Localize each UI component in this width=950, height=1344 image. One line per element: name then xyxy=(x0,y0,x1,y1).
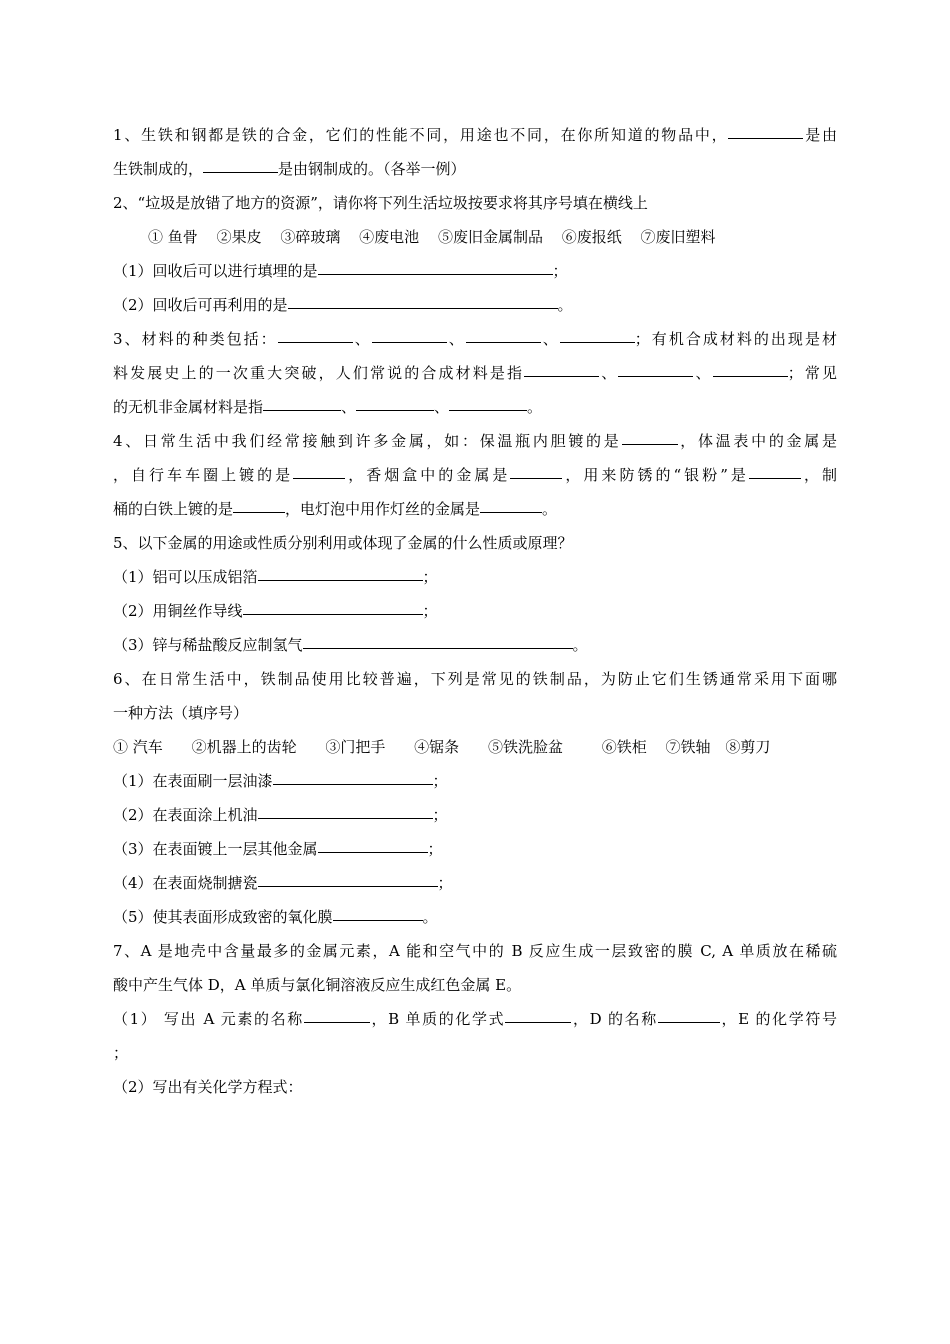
q2-option: ⑤废旧金属制品 xyxy=(437,228,543,246)
q6-part-4 xyxy=(113,866,837,900)
q5-stem: 5、以下金属的用途或性质分别利用或体现了金属的什么性质或原理？ xyxy=(113,534,573,552)
q2-option: ⑦废旧塑料 xyxy=(640,228,716,246)
q6-part-3-end: ； xyxy=(427,840,443,858)
separator: 、 xyxy=(540,330,560,348)
q6-line-2: 一种方法（填序号） xyxy=(113,704,249,722)
q6-part-1-label: （1）在表面刷一层油漆 xyxy=(113,772,273,790)
q6-part-2-end: ； xyxy=(432,806,448,824)
q4-text-c: ，自行车车圈上镀的是 xyxy=(113,466,294,484)
q1-line-1 xyxy=(113,118,837,152)
q6-part-5 xyxy=(113,900,837,934)
q5-part-3-end: 。 xyxy=(572,636,588,654)
q5-part-1-end: ； xyxy=(422,568,438,586)
q2-part-1-label: （1）回收后可以进行填埋的是 xyxy=(113,262,318,280)
q1-blank-1[interactable] xyxy=(728,137,803,139)
q5-part-3 xyxy=(113,628,837,662)
separator: 、 xyxy=(599,364,619,382)
q7-blank-1[interactable] xyxy=(304,1021,370,1023)
q3-text-b: ；有机合成材料的出现是材 xyxy=(634,330,837,348)
q3-blank-3[interactable] xyxy=(466,341,541,343)
q4-blank-4[interactable] xyxy=(749,477,801,479)
q6-part-1 xyxy=(113,764,837,798)
q1-line-2 xyxy=(113,152,837,186)
q4-text-h: ，电灯泡中用作灯丝的金属是 xyxy=(285,500,481,518)
q4-blank-2[interactable] xyxy=(293,477,345,479)
q2-part-1-end: ； xyxy=(552,262,568,280)
q2-option: ① 鱼骨 xyxy=(148,228,198,246)
q6-option: ②机器上的齿轮 xyxy=(191,738,297,756)
q7-part-2: （2）写出有关化学方程式： xyxy=(113,1078,303,1096)
q7-part-1 xyxy=(113,1002,837,1036)
q2-option: ④废电池 xyxy=(359,228,420,246)
q1-text-c: 生铁制成的， xyxy=(113,160,204,178)
q4-text-b: ，体温表中的金属是 xyxy=(677,432,837,450)
q5-blank-3[interactable] xyxy=(303,647,573,649)
q2-blank-1[interactable] xyxy=(318,273,553,275)
q4-text-d: ，香烟盒中的金属是 xyxy=(345,466,511,484)
q4-blank-3[interactable] xyxy=(510,477,562,479)
q3-line-1 xyxy=(113,322,837,356)
q2-part-1 xyxy=(113,254,837,288)
q6-part-1-end: ； xyxy=(432,772,448,790)
q4-line-3 xyxy=(113,492,837,526)
separator: 、 xyxy=(341,398,357,416)
q6-blank-1[interactable] xyxy=(273,783,433,785)
q7-line-1: 7、A 是地壳中含量最多的金属元素，A 能和空气中的 B 反应生成一层致密的膜 C, A 单质放在稀硫 xyxy=(113,942,837,960)
q5-part-3-label: （3）锌与稀盐酸反应制氢气 xyxy=(113,636,303,654)
q5-part-2-end: ； xyxy=(422,602,438,620)
q7-blank-3[interactable] xyxy=(658,1021,720,1023)
q6-part-4-end: ； xyxy=(437,874,453,892)
q4-blank-5[interactable] xyxy=(233,511,285,513)
q6-part-3 xyxy=(113,832,837,866)
q5-part-1-label: （1）铝可以压成铝箔 xyxy=(113,568,258,586)
q5-part-1 xyxy=(113,560,837,594)
separator: 、 xyxy=(434,398,450,416)
q6-line-1: 6、在日常生活中，铁制品使用比较普遍，下列是常见的铁制品，为防止它们生锈通常采用下面哪 xyxy=(113,670,837,688)
q2-options xyxy=(113,220,837,254)
q1-text-a: 1、生铁和钢都是铁的合金，它们的性能不同，用途也不同，在你所知道的物品中， xyxy=(113,126,729,144)
q4-blank-6[interactable] xyxy=(480,511,542,513)
q6-blank-2[interactable] xyxy=(258,817,433,819)
q2-part-2-label: （2）回收后可再利用的是 xyxy=(113,296,288,314)
q3-text-d: ；常见 xyxy=(787,364,837,382)
q5-blank-2[interactable] xyxy=(243,613,423,615)
q7-part-1-end: ； xyxy=(113,1044,129,1062)
q4-text-e: ，用来防锈的“银粉”是 xyxy=(562,466,749,484)
q6-option: ③门把手 xyxy=(325,738,386,756)
q1-blank-2[interactable] xyxy=(203,171,278,173)
q3-blank-10[interactable] xyxy=(449,409,527,411)
q1-text-d: 是由钢制成的。（各举一例） xyxy=(278,160,466,178)
q2-option: ②果皮 xyxy=(216,228,262,246)
q6-option: ⑧剪刀 xyxy=(725,738,771,756)
q6-option: ④锯条 xyxy=(414,738,460,756)
q7-part-1-c: ，D 的名称 xyxy=(571,1010,658,1028)
q6-blank-5[interactable] xyxy=(333,919,423,921)
q6-part-5-end: 。 xyxy=(422,908,438,926)
q3-text-c: 料发展史上的一次重大突破，人们常说的合成材料是指 xyxy=(113,364,525,382)
q6-part-2-label: （2）在表面涂上机油 xyxy=(113,806,258,824)
q4-line-1 xyxy=(113,424,837,458)
q5-part-2 xyxy=(113,594,837,628)
q1-text-b: 是由 xyxy=(803,126,837,144)
q3-blank-5[interactable] xyxy=(524,375,599,377)
q6-part-5-label: （5）使其表面形成致密的氧化膜 xyxy=(113,908,333,926)
q4-text-i: 。 xyxy=(542,500,558,518)
q3-text-e: 的无机非金属材料是指 xyxy=(113,398,264,416)
q4-blank-1[interactable] xyxy=(622,443,678,445)
q3-text-f: 。 xyxy=(527,398,543,416)
q6-blank-3[interactable] xyxy=(318,851,428,853)
separator: 、 xyxy=(446,330,466,348)
q7-part-1-b: ，B 单质的化学式 xyxy=(369,1010,506,1028)
separator: 、 xyxy=(693,364,713,382)
q6-blank-4[interactable] xyxy=(258,885,438,887)
q3-blank-7[interactable] xyxy=(713,375,788,377)
q3-blank-2[interactable] xyxy=(372,341,447,343)
q5-blank-1[interactable] xyxy=(258,579,423,581)
q3-line-2 xyxy=(113,356,837,390)
q6-option: ① 汽车 xyxy=(113,738,163,756)
q3-blank-1[interactable] xyxy=(278,341,353,343)
q6-option: ⑦铁轴 xyxy=(665,738,711,756)
q7-part-1-a: （1） 写出 A 元素的名称 xyxy=(113,1010,304,1028)
q3-blank-8[interactable] xyxy=(263,409,341,411)
q2-part-2 xyxy=(113,288,837,322)
q7-part-1-d: ，E 的化学符号 xyxy=(719,1010,838,1028)
q4-text-g: 桶的白铁上镀的是 xyxy=(113,500,234,518)
q2-option: ③碎玻璃 xyxy=(280,228,341,246)
q7-line-2: 酸中产生气体 D，A 单质与氯化铜溶液反应生成红色金属 E。 xyxy=(113,976,522,994)
q4-line-2 xyxy=(113,458,837,492)
q4-text-f: ，制 xyxy=(800,466,837,484)
worksheet xyxy=(113,118,837,1104)
q6-option: ⑥铁柜 xyxy=(601,738,647,756)
q3-blank-4[interactable] xyxy=(560,341,635,343)
q2-part-2-end: 。 xyxy=(557,296,573,314)
q4-text-a: 4、日常生活中我们经常接触到许多金属，如：保温瓶内胆镀的是 xyxy=(113,432,622,450)
q3-text-a: 3、材料的种类包括： xyxy=(113,330,278,348)
q6-part-2 xyxy=(113,798,837,832)
q7-blank-2[interactable] xyxy=(505,1021,571,1023)
q2-stem: 2、“垃圾是放错了地方的资源”，请你将下列生活垃圾按要求将其序号填在横线上 xyxy=(113,194,648,212)
separator: 、 xyxy=(352,330,372,348)
q2-blank-2[interactable] xyxy=(288,307,558,309)
q3-blank-6[interactable] xyxy=(618,375,693,377)
q2-option: ⑥废报纸 xyxy=(561,228,622,246)
q5-part-2-label: （2）用铜丝作导线 xyxy=(113,602,243,620)
q6-options xyxy=(113,730,837,764)
q3-line-3 xyxy=(113,390,837,424)
q6-option: ⑤铁洗脸盆 xyxy=(487,738,563,756)
q3-blank-9[interactable] xyxy=(356,409,434,411)
q6-part-3-label: （3）在表面镀上一层其他金属 xyxy=(113,840,318,858)
q6-part-4-label: （4）在表面烧制搪瓷 xyxy=(113,874,258,892)
